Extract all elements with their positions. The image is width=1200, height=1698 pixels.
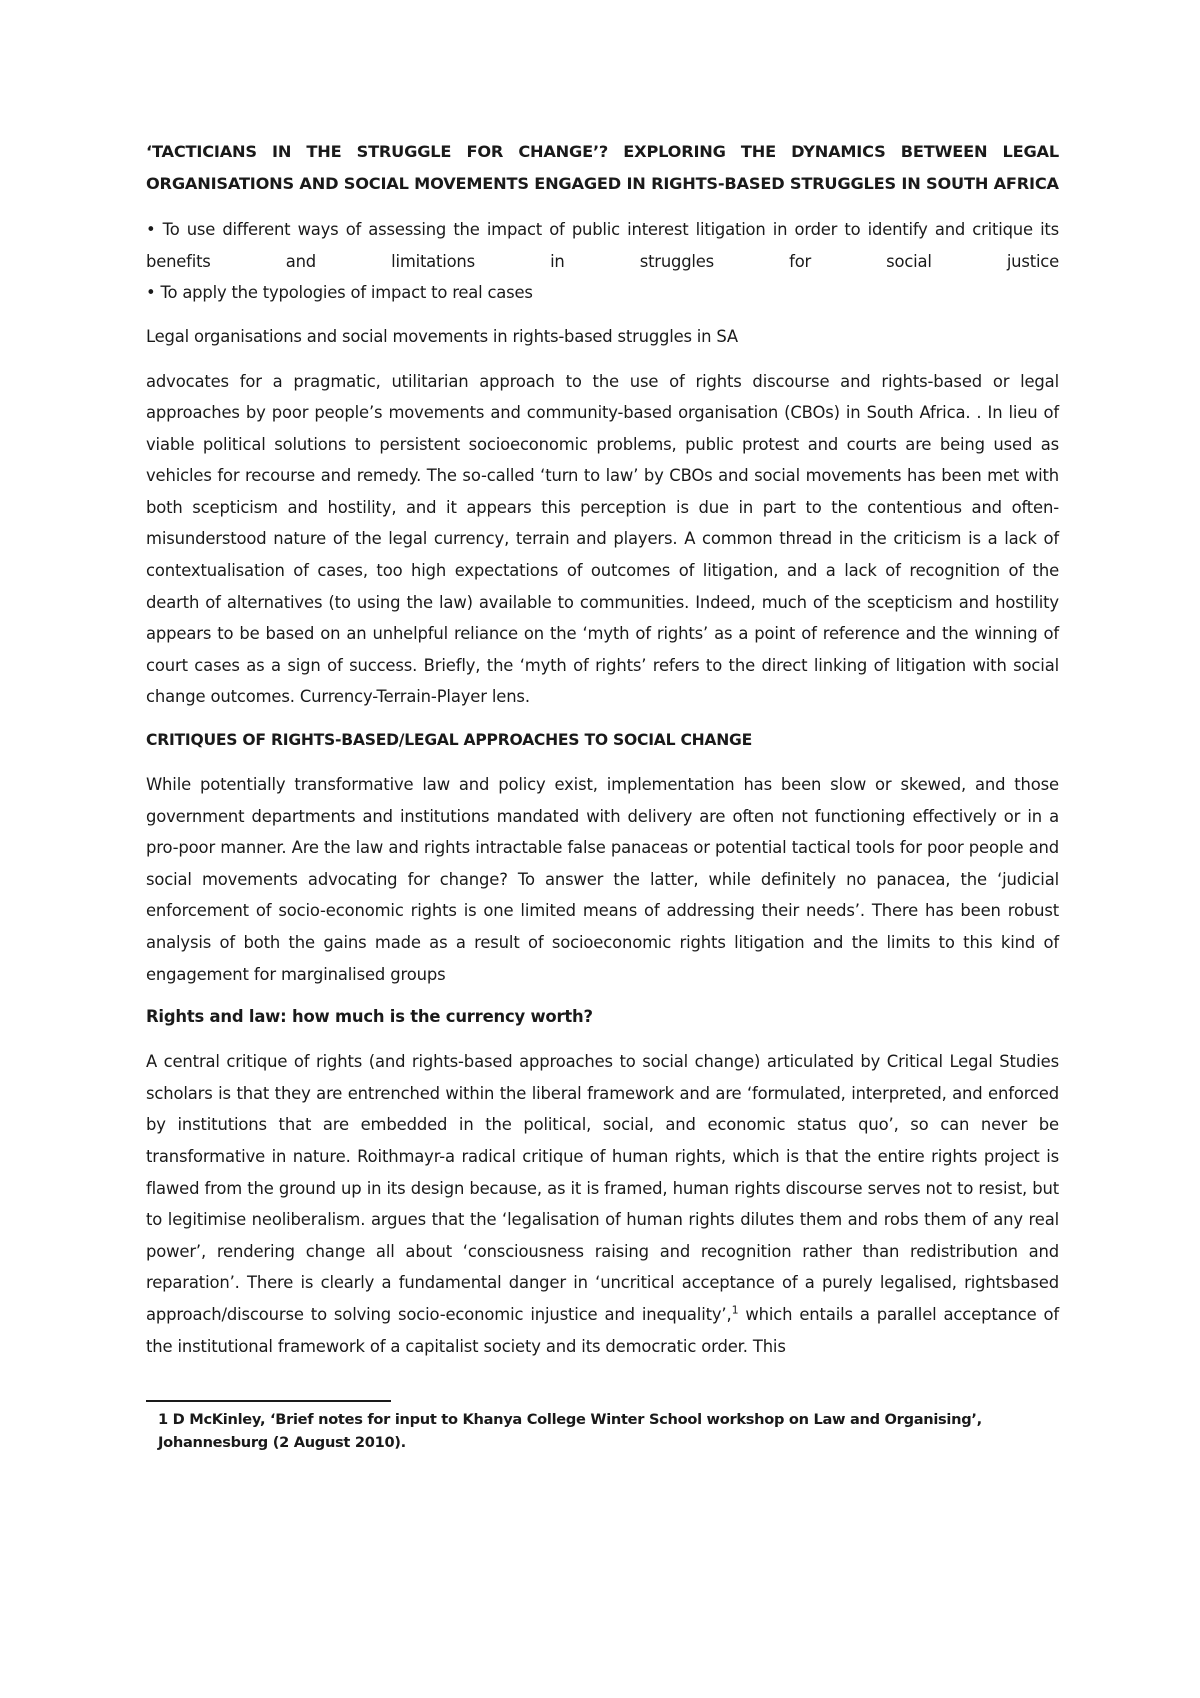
paragraph-intro: advocates for a pragmatic, utilitarian approach to the use of rights discourse and rights-based or legal approaches by poor people’s movements and community-based organisation (CBOs) in South Africa. . In lieu of viable political solutions to persistent socioeconomic problems, public protest and courts are being used as vehicles for recourse and remedy. The so-called ‘turn to law’ by CBOs and social movements has been met with both scepticism and hostility, and it appears this perception is due in part to the contentious and often-misunderstood nature of the legal currency, terrain and players. A common thread in the criticism is a lack of contextualisation of cases, too high expectations of outcomes of litigation, and a lack of recognition of the dearth of alternatives (to using the law) available to communities. Indeed, much of the scepticism and hostility appears to be based on an unhelpful reliance on the ‘myth of rights’ as a point of reference and the winning of court cases as a sign of success. Briefly, the ‘myth of rights’ refers to the direct linking of litigation with social change outcomes. Currency-Terrain-Player lens. bbox=[146, 371, 1059, 707]
objectives-list bbox=[146, 214, 1059, 309]
document-body bbox=[146, 136, 1059, 1362]
intro-heading: Legal organisations and social movements in rights-based struggles in SA bbox=[146, 326, 738, 346]
footnote-marker[interactable]: 1 bbox=[731, 1303, 739, 1317]
paragraph-currency-text: A central critique of rights (and rights-based approaches to social change) articulated by Critical Legal Studies scholars is that they are entrenched within the liberal framework and are ‘formulated, interpreted, and enforced by institutions that are embedded in the political, social, and economic status quo’, so can never be transformative in nature. Roithmayr-a radical critique of human rights, which is that the entire rights project is flawed from the ground up in its design because, as it is framed, human rights discourse serves not to resist, but to legitimise neoliberalism. argues that the ‘legalisation of human rights dilutes them and robs them of any real power’, rendering change all about ‘consciousness raising and recognition rather than redistribution and reparation’. There is clearly a fundamental danger in ‘uncritical acceptance of a purely legalised, rightsbased approach/discourse to solving socio-economic injustice and inequality’, bbox=[146, 1052, 1059, 1324]
objective-item: • To apply the typologies of impact to real cases bbox=[146, 283, 533, 302]
section-heading-critiques: CRITIQUES OF RIGHTS-BASED/LEGAL APPROACHES TO SOCIAL CHANGE bbox=[146, 731, 753, 750]
footnote-separator bbox=[146, 1400, 391, 1402]
paragraph-currency-text-continued: which entails a parallel acceptance of the institutional framework of a capitalist society and its democratic order. This bbox=[146, 1304, 1059, 1356]
footnote: 1 D McKinley, ‘Brief notes for input to Khanya College Winter School workshop on Law and Organising’, Johannesburg (2 August 2010). bbox=[158, 1411, 982, 1451]
objective-item: • To use different ways of assessing the impact of public interest litigation in order to identify and critique its benefits and limitations in struggles for social justice bbox=[146, 220, 1059, 271]
paragraph-critiques: While potentially transformative law and policy exist, implementation has been slow or skewed, and those government departments and institutions mandated with delivery are often not functioning effectively or in a pro-poor manner. Are the law and rights intractable false panaceas or potential tactical tools for poor people and social movements advocating for change? To answer the latter, while definitely no panacea, the ‘judicial enforcement of socio-economic rights is one limited means of addressing their needs’. There has been robust analysis of both the gains made as a result of socioeconomic rights litigation and the limits to this kind of engagement for marginalised groups bbox=[146, 775, 1059, 984]
subheading-currency: Rights and law: how much is the currency worth? bbox=[146, 1007, 593, 1027]
document-title: ‘TACTICIANS IN THE STRUGGLE FOR CHANGE’? EXPLORING THE DYNAMICS BETWEEN LEGAL ORGANISATIONS AND SOCIAL MOVEMENTS ENGAGED IN RIGHTS-BASED STRUGGLES IN SOUTH AFRICA bbox=[146, 142, 1059, 193]
paragraph-currency bbox=[146, 1046, 1059, 1362]
